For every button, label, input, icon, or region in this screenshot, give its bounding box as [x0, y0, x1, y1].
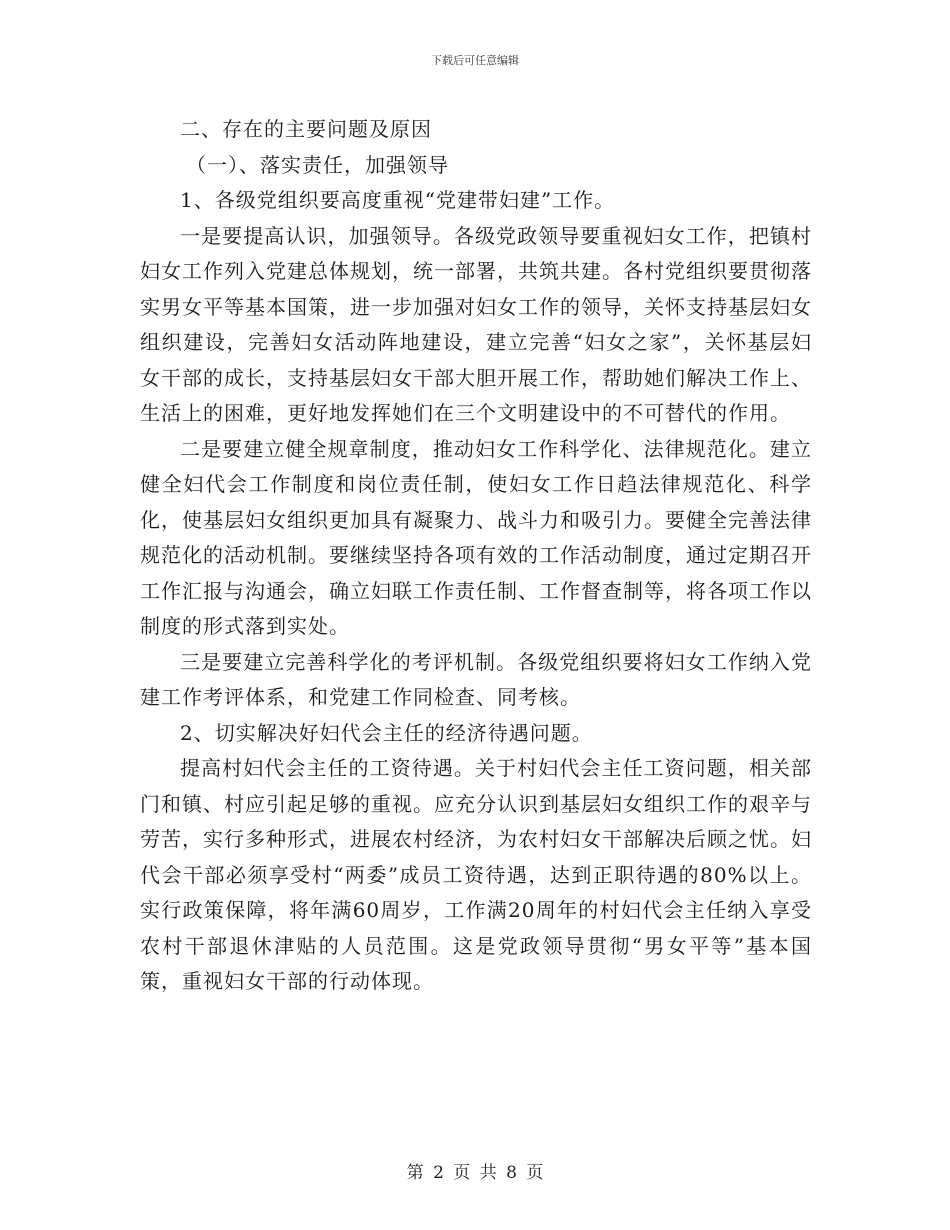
paragraph-2: 二是要建立健全规章制度，推动妇女工作科学化、法律规范化。建立健全妇代会工作制度和岗位责任制，使妇女工作日趋法律规范化、科学化，使基层妇女组织更加具有凝聚力、战斗力和吸引力。要健全完善法律规范化的活动机制。要继续坚持各项有效的工作活动制度，通过定期召开工作汇报与沟通会，确立妇联工作责任制、工作督查制等，将各项工作以制度的形式落到实处。: [140, 436, 812, 638]
page-header: 下载后可任意编辑: [431, 54, 519, 67]
paragraph-3: 三是要建立完善科学化的考评机制。各级党组织要将妇女工作纳入党建工作考评体系，和党建工作同检查、同考核。: [140, 649, 812, 709]
subsection-title: （一）、落实责任，加强领导: [186, 152, 449, 177]
section-title: 二、存在的主要问题及原因: [180, 117, 432, 141]
paragraph-1: 一是要提高认识，加强领导。各级党政领导要重视妇女工作，把镇村妇女工作列入党建总体规划，统一部署，共筑共建。各村党组织要贯彻落实男女平等基本国策，进一步加强对妇女工作的领导，关怀支持基层妇女组织建设，完善妇女活动阵地建设，建立完善“妇女之家”，关怀基层妇女干部的成长，支持基层妇女干部大胆开展工作，帮助她们解决工作上、生活上的困难，更好地发挥她们在三个文明建设中的不可替代的作用。: [140, 223, 812, 425]
paragraph-4: 提高村妇代会主任的工资待遇。关于村妇代会主任工资问题，相关部门和镇、村应引起足够的重视。应充分认识到基层妇女组织工作的艰辛与劳苦，实行多种形式，进展农村经济，为农村妇女干部解决后顾之忧。妇代会干部必须享受村“两委”成员工资待遇，达到正职待遇的80%以上。实行政策保障，将年满60周岁，工作满20周年的村妇代会主任纳入享受农村干部退休津贴的人员范围。这是党政领导贯彻“男女平等”基本国策，重视妇女干部的行动体现。: [140, 756, 812, 993]
item-1-title: 1、各级党组织要高度重视“党建带妇建”工作。: [180, 188, 616, 212]
document-body: [140, 112, 812, 1000]
page-footer: 第 2 页 共 8 页: [406, 1163, 544, 1183]
item-2-title: 2、切实解决好妇代会主任的经济待遇问题。: [180, 720, 593, 745]
